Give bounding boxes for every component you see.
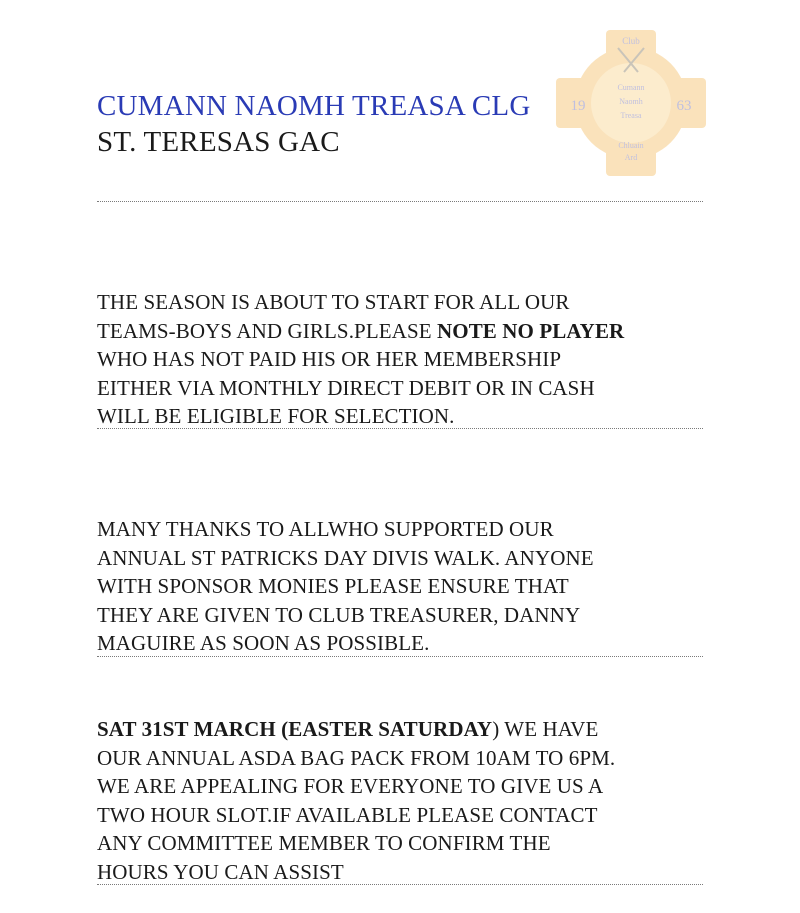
season-divider (97, 428, 703, 429)
crest-bottom-line-2: Ard (624, 153, 638, 162)
bagpack-line-2: OUR ANNUAL ASDA BAG PACK FROM 10AM TO 6PM. (97, 745, 616, 770)
divis-line-1: MANY THANKS TO ALLWHO SUPPORTED OUR (97, 517, 554, 541)
season-line-3: WHO HAS NOT PAID HIS OR HER MEMBERSHIP (97, 347, 562, 371)
divis-line-3: WITH SPONSOR MONIES PLEASE ENSURE THAT (97, 574, 569, 598)
header-divider (97, 201, 703, 202)
bagpack-line-1 (97, 715, 717, 744)
bagpack-line-3: WE ARE APPEALING FOR EVERYONE TO GIVE US A (97, 774, 604, 798)
crest-left-year: 19 (570, 98, 586, 114)
bagpack-line-1-text: ) WE HAVE (492, 717, 599, 741)
bagpack-line-5: ANY COMMITTEE MEMBER TO CONFIRM THE (97, 831, 551, 855)
bagpack-line-4: TWO HOUR SLOT.IF AVAILABLE PLEASE CONTACT (97, 802, 598, 827)
season-line-2-emphasis: NOTE NO PLAYER (437, 318, 625, 343)
crest-right-year: 63 (676, 98, 692, 114)
bag-pack-divider (97, 884, 703, 885)
season-line-2-text: TEAMS-BOYS AND GIRLS.PLEASE (97, 318, 437, 343)
crest-center-line-2: Naomh (619, 97, 643, 106)
divis-divider (97, 656, 703, 657)
season-notice (97, 288, 717, 431)
season-line-5: WILL BE ELIGIBLE FOR SELECTION. (97, 404, 455, 428)
divis-walk-notice (97, 515, 717, 658)
club-header (97, 88, 530, 160)
season-line-2 (97, 317, 717, 346)
crest-center-line-3: Treasa (620, 111, 642, 120)
season-line-4: EITHER VIA MONTHLY DIRECT DEBIT OR IN CASH (97, 375, 595, 400)
crest-top-text: Club (622, 36, 640, 46)
season-line-1: THE SEASON IS ABOUT TO START FOR ALL OUR (97, 290, 570, 314)
club-title-english: ST. TERESAS GAC (97, 126, 340, 158)
bagpack-line-6: HOURS YOU CAN ASSIST (97, 859, 344, 884)
bagpack-line-1-emphasis: SAT 31ST MARCH (EASTER SATURDAY (97, 717, 493, 741)
divis-line-4: THEY ARE GIVEN TO CLUB TREASURER, DANNY (97, 602, 581, 627)
club-title-irish: CUMANN NAOMH TREASA CLG (97, 90, 531, 122)
divis-line-5: MAGUIRE AS SOON AS POSSIBLE. (97, 631, 430, 655)
crest-center-line-1: Cumann (617, 83, 645, 92)
bag-pack-notice (97, 715, 717, 886)
crest-bottom-line-1: Chluain (618, 141, 644, 150)
club-crest-icon (548, 28, 714, 178)
divis-line-2: ANNUAL ST PATRICKS DAY DIVIS WALK. ANYONE (97, 545, 594, 570)
